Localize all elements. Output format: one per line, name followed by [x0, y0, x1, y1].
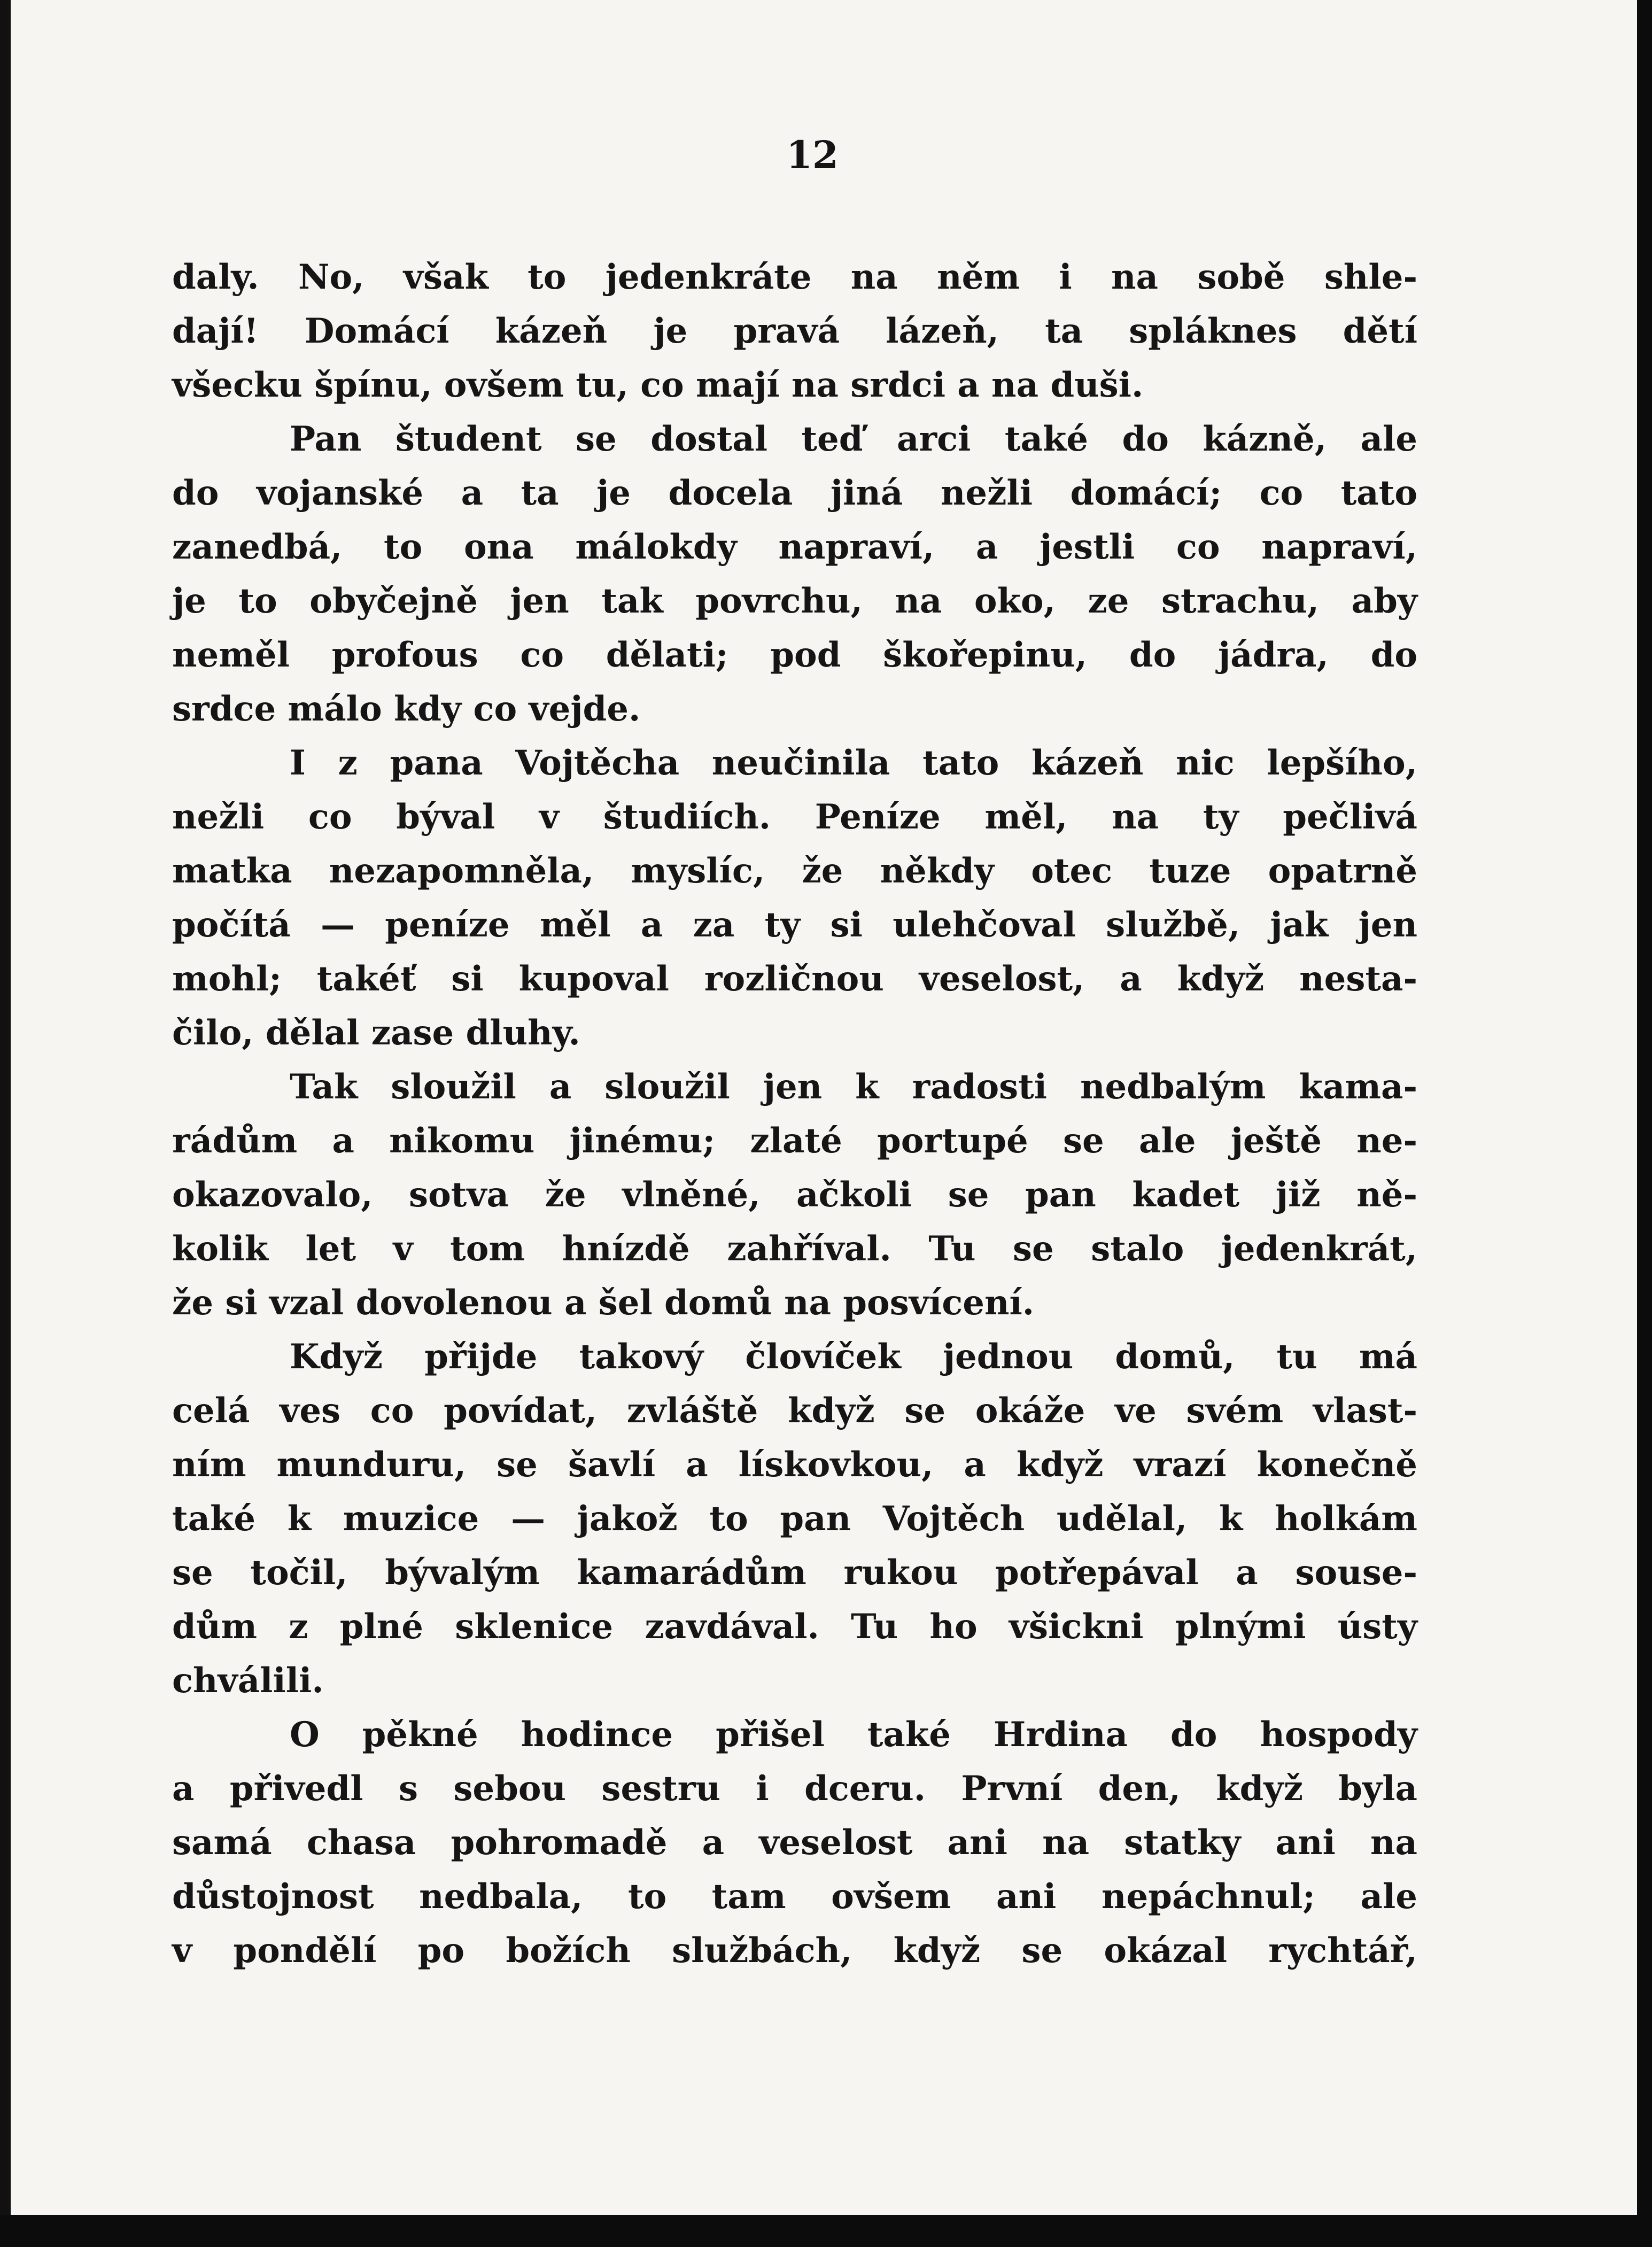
text-line: všecku špínu, ovšem tu, co mají na srdci a na duši. — [172, 365, 1144, 405]
text-line: dají! Domácí kázeň je pravá lázeň, ta spláknes dětí — [172, 311, 1417, 351]
text-line: dům z plné sklenice zavdával. Tu ho všickni plnými ústy — [172, 1607, 1417, 1647]
scan-edge-bottom — [0, 2215, 1652, 2247]
text-line: a přivedl s sebou sestru i dceru. První den, když byla — [172, 1769, 1417, 1809]
text-line: matka nezapomněla, myslíc, že někdy otec tuze opatrně — [172, 851, 1417, 891]
text-line: daly. No, však to jedenkráte na něm i na sobě shle- — [172, 257, 1417, 297]
text-line: okazovalo, sotva že vlněné, ačkoli se pan kadet již ně- — [172, 1175, 1417, 1215]
text-line: kolik let v tom hnízdě zahříval. Tu se stalo jedenkrát, — [172, 1229, 1417, 1269]
text-line: chválili. — [172, 1661, 324, 1701]
body-text — [172, 250, 1417, 1978]
text-line: důstojnost nedbala, to tam ovšem ani nepáchnul; ale — [172, 1877, 1417, 1917]
text-line: také k muzice — jakož to pan Vojtěch udělal, k holkám — [172, 1499, 1417, 1539]
text-line: Pan študent se dostal teď arci také do kázně, ale — [290, 419, 1417, 459]
text-line: I z pana Vojtěcha neučinila tato kázeň nic lepšího, — [290, 743, 1417, 783]
text-line: do vojanské a ta je docela jiná nežli domácí; co tato — [172, 473, 1417, 513]
text-line: mohl; takéť si kupoval rozličnou veselost, a když nesta- — [172, 959, 1417, 999]
scan-edge-right — [1637, 0, 1652, 2247]
text-line: O pěkné hodince přišel také Hrdina do hospody — [290, 1715, 1417, 1755]
text-line: ním munduru, se šavlí a lískovkou, a když vrazí konečně — [172, 1445, 1417, 1485]
text-line: rádům a nikomu jinému; zlaté portupé se ale ještě ne- — [172, 1121, 1417, 1161]
text-line: Když přijde takový človíček jednou domů, tu má — [290, 1337, 1417, 1377]
text-line: nežli co býval v študiích. Peníze měl, na ty pečlivá — [172, 797, 1417, 837]
text-line: zanedbá, to ona málokdy napraví, a jestli co napraví, — [172, 527, 1417, 567]
text-line: neměl profous co dělati; pod škořepinu, do jádra, do — [172, 635, 1417, 675]
text-line: že si vzal dovolenou a šel domů na posvícení. — [172, 1283, 1035, 1323]
page-number: 12 — [786, 133, 839, 177]
text-line: se točil, bývalým kamarádům rukou potřepával a souse- — [172, 1553, 1417, 1593]
scan-edge-left — [0, 0, 11, 2247]
text-line: v pondělí po božích službách, když se okázal rychtář, — [172, 1931, 1417, 1971]
text-line: počítá — peníze měl a za ty si ulehčoval službě, jak jen — [172, 905, 1417, 945]
text-line: celá ves co povídat, zvláště když se okáže ve svém vlast- — [172, 1391, 1417, 1431]
text-line: srdce málo kdy co vejde. — [172, 689, 641, 729]
text-line: samá chasa pohromadě a veselost ani na statky ani na — [172, 1823, 1417, 1863]
text-line: čilo, dělal zase dluhy. — [172, 1013, 580, 1053]
text-line: je to obyčejně jen tak povrchu, na oko, ze strachu, aby — [172, 581, 1417, 621]
text-line: Tak sloužil a sloužil jen k radosti nedbalým kama- — [290, 1067, 1417, 1107]
